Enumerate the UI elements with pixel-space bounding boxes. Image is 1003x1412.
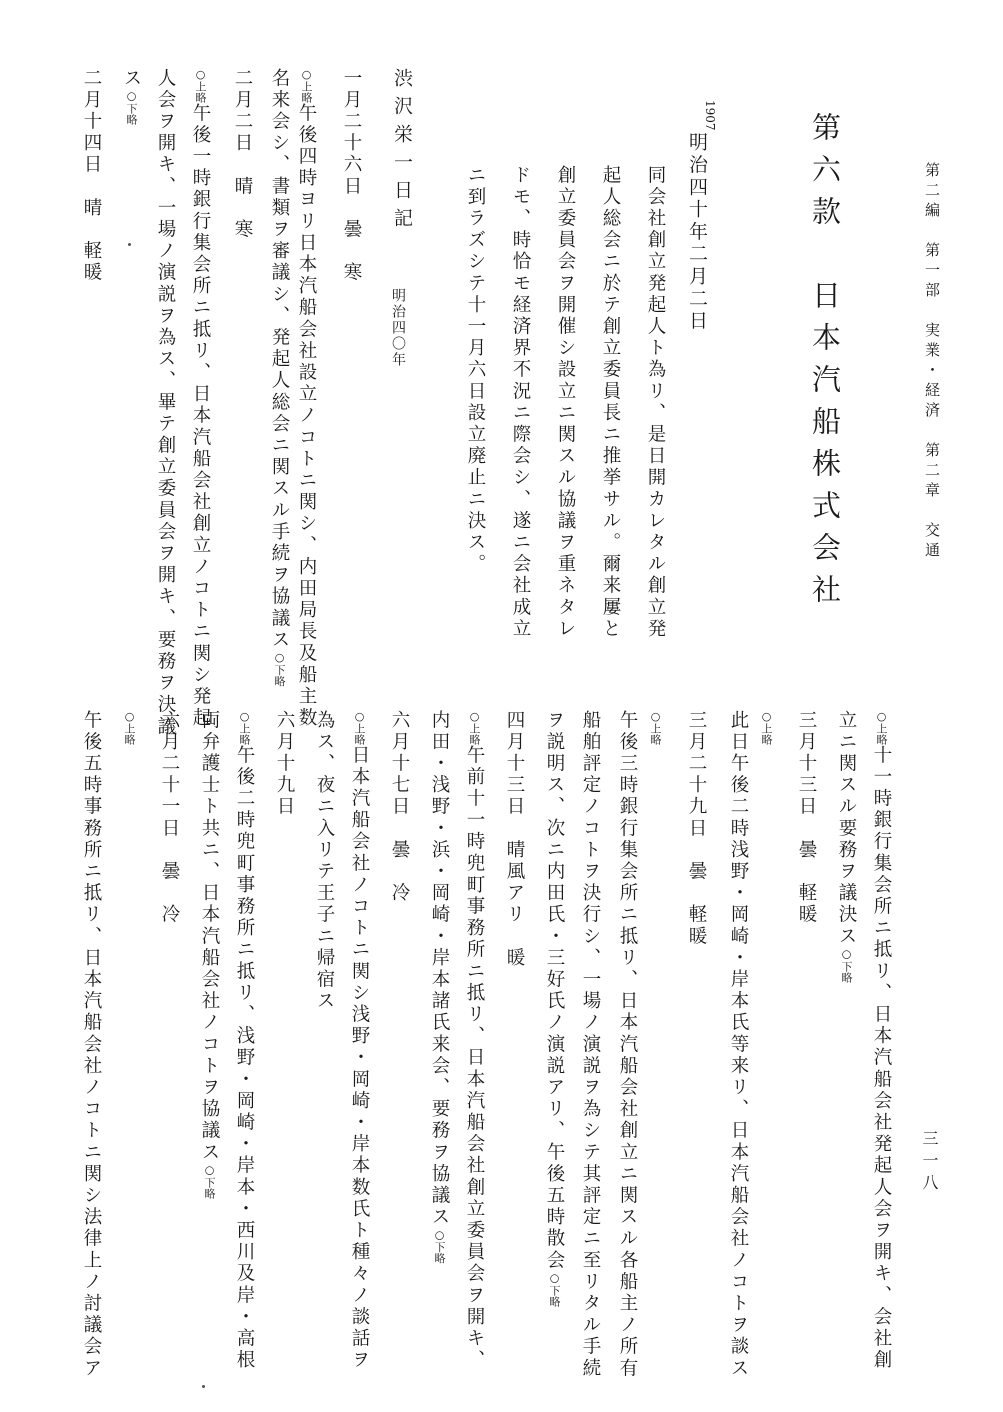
omission-mark: ○下略 xyxy=(273,651,286,687)
diary-line xyxy=(82,68,101,284)
diary-line xyxy=(646,710,665,745)
diary-line xyxy=(581,710,600,1380)
line-text: 午後二時兜町事務所ニ抵リ、浅野・岡崎・岸本・西川及岸・高根 xyxy=(234,745,255,1372)
diary-line xyxy=(687,710,706,948)
source-year: 明治四〇年 xyxy=(390,288,406,368)
section-title: 第六款 日本汽船株式会社 xyxy=(808,112,842,616)
omission-mark: ○上略 xyxy=(123,710,136,745)
omission-mark: ○下略 xyxy=(203,1163,216,1199)
omission-mark: ○下略 xyxy=(125,89,138,125)
line-text: 六月二十一日 曇 冷 xyxy=(159,710,180,926)
diary-line xyxy=(156,68,175,738)
line-text: 三月十三日 曇 軽暖 xyxy=(796,710,817,926)
line-text: 午後五時事務所ニ抵リ、日本汽船会社ノコトニ関シ法律上ノ討議会ア xyxy=(81,710,102,1380)
diary-line xyxy=(390,710,409,904)
diary-line xyxy=(120,710,139,745)
diary-line xyxy=(82,710,101,1380)
line-text: 二月二日 晴 寒 xyxy=(232,68,253,241)
diary-line xyxy=(872,710,891,1371)
running-header: 第二編 第一部 実業・経済 第二章 交通 xyxy=(923,162,941,562)
diary-line xyxy=(342,68,361,284)
line-text: 立ニ関スル要務ヲ議決ス xyxy=(836,710,857,948)
line-text: 三月二十九日 曇 軽暖 xyxy=(686,710,707,948)
omission-mark: ○上略 xyxy=(875,710,888,745)
speck-mark xyxy=(202,1385,205,1388)
line-text: 六月十九日 xyxy=(274,710,295,818)
line-text: 内田・浅野・浜・岡崎・岸本諸氏来会、要務ヲ協議ス xyxy=(429,710,450,1229)
diary-line xyxy=(233,68,252,241)
speck-mark xyxy=(128,243,131,246)
line-text: ヲ説明ス、次ニ内田氏・三好氏ノ演説アリ、午後五時散会 xyxy=(544,710,565,1272)
line-text: 船舶評定ノコトヲ決行シ、一場ノ演説ヲ為シテ其評定ニ至リタル手続 xyxy=(580,710,601,1380)
diary-line xyxy=(618,710,637,1380)
line-text: 人会ヲ開キ、一場ノ演説ヲ為ス、畢テ創立委員会ヲ開キ、要務ヲ決議 xyxy=(155,68,176,738)
diary-line xyxy=(270,68,289,686)
omission-mark: ○上略 xyxy=(468,710,481,745)
line-text: 日本汽船会社ノコトニ関シ浅野・岡崎・岸本数氏ト種々ノ談話ヲ xyxy=(349,745,370,1372)
diary-line xyxy=(315,710,334,1012)
omission-mark: ○下略 xyxy=(433,1228,446,1264)
diary-line xyxy=(160,710,179,926)
line-text: 午後四時ヨリ日本汽船会社設立ノコトニ関シ、内田局長及船主数 xyxy=(296,103,317,730)
omission-mark: ○上略 xyxy=(238,710,251,745)
line-text: 為ス、夜ニ入リテ王子ニ帰宿ス xyxy=(314,710,335,1013)
line-text: 午前十一時兜町事務所ニ抵リ、日本汽船会社創立委員会ヲ開キ、 xyxy=(464,745,485,1372)
line-text: 午後一時銀行集会所ニ抵リ、日本汽船会社創立ノコトニ関シ発起 xyxy=(190,103,211,730)
diary-line xyxy=(235,710,254,1371)
western-year: 1907 xyxy=(703,100,717,131)
line-text: 両弁護士ト共ニ、日本汽船会社ノコトヲ協議ス xyxy=(199,710,220,1164)
omission-mark: ○上略 xyxy=(760,710,773,745)
omission-mark: ○上略 xyxy=(649,710,662,745)
diary-line xyxy=(465,710,484,1371)
omission-mark: ○下略 xyxy=(840,947,853,983)
line-text: 午後三時銀行集会所ニ抵リ、日本汽船会社創立ニ関スル各船主ノ所有 xyxy=(617,710,638,1380)
diary-line xyxy=(191,68,210,729)
diary-line xyxy=(297,68,316,729)
diary-line xyxy=(837,710,856,983)
summary-line: ドモ、時恰モ経済界不況ニ際会シ、遂ニ会社成立 xyxy=(510,165,531,641)
omission-mark: ○上略 xyxy=(353,710,366,745)
diary-line xyxy=(757,710,776,745)
summary-line: 創立委員会ヲ開催シ設立ニ関スル協議ヲ重ネタレ xyxy=(555,165,576,641)
diary-line xyxy=(430,710,449,1263)
diary-line xyxy=(122,68,141,125)
summary-line: 起人総会ニ於テ創立委員長ニ推挙サル。爾来屢と xyxy=(600,165,621,641)
diary-line xyxy=(545,710,564,1307)
source-title: 渋沢栄一日記 xyxy=(391,68,413,236)
diary-line xyxy=(797,710,816,926)
summary-line: 同会社創立発起人ト為リ、是日開カレタル創立発 xyxy=(645,165,666,641)
line-text: 一月二十六日 曇 寒 xyxy=(341,68,362,284)
line-text: ス xyxy=(121,68,142,90)
diary-line xyxy=(505,710,524,969)
omission-mark: ○下略 xyxy=(548,1271,561,1307)
diary-line xyxy=(275,710,294,818)
line-text: 名来会シ、書類ヲ審議シ、発起人総会ニ関スル手続ヲ協議ス xyxy=(269,68,290,652)
line-text: 六月十七日 曇 冷 xyxy=(389,710,410,905)
line-text: 此日午後二時浅野・岡崎・岸本氏等来リ、日本汽船会社ノコトヲ談ス xyxy=(728,710,749,1380)
line-text: 二月十四日 晴 軽暖 xyxy=(81,68,102,284)
diary-line xyxy=(729,710,748,1380)
omission-mark: ○上略 xyxy=(300,68,313,103)
diary-line xyxy=(200,710,219,1199)
summary-line: ニ到ラズシテ十一月六日設立廃止ニ決ス。 xyxy=(465,165,486,576)
entry-date: 明治四十年二月二日 xyxy=(686,132,708,333)
line-text: 四月十三日 晴風アリ 暖 xyxy=(504,710,525,970)
omission-mark: ○上略 xyxy=(194,68,207,103)
line-text: 十一時銀行集会所ニ抵リ、日本汽船会社発起人会ヲ開キ、会社創 xyxy=(871,745,892,1372)
page-number: 三一八 xyxy=(920,1130,939,1196)
diary-line xyxy=(350,710,369,1371)
